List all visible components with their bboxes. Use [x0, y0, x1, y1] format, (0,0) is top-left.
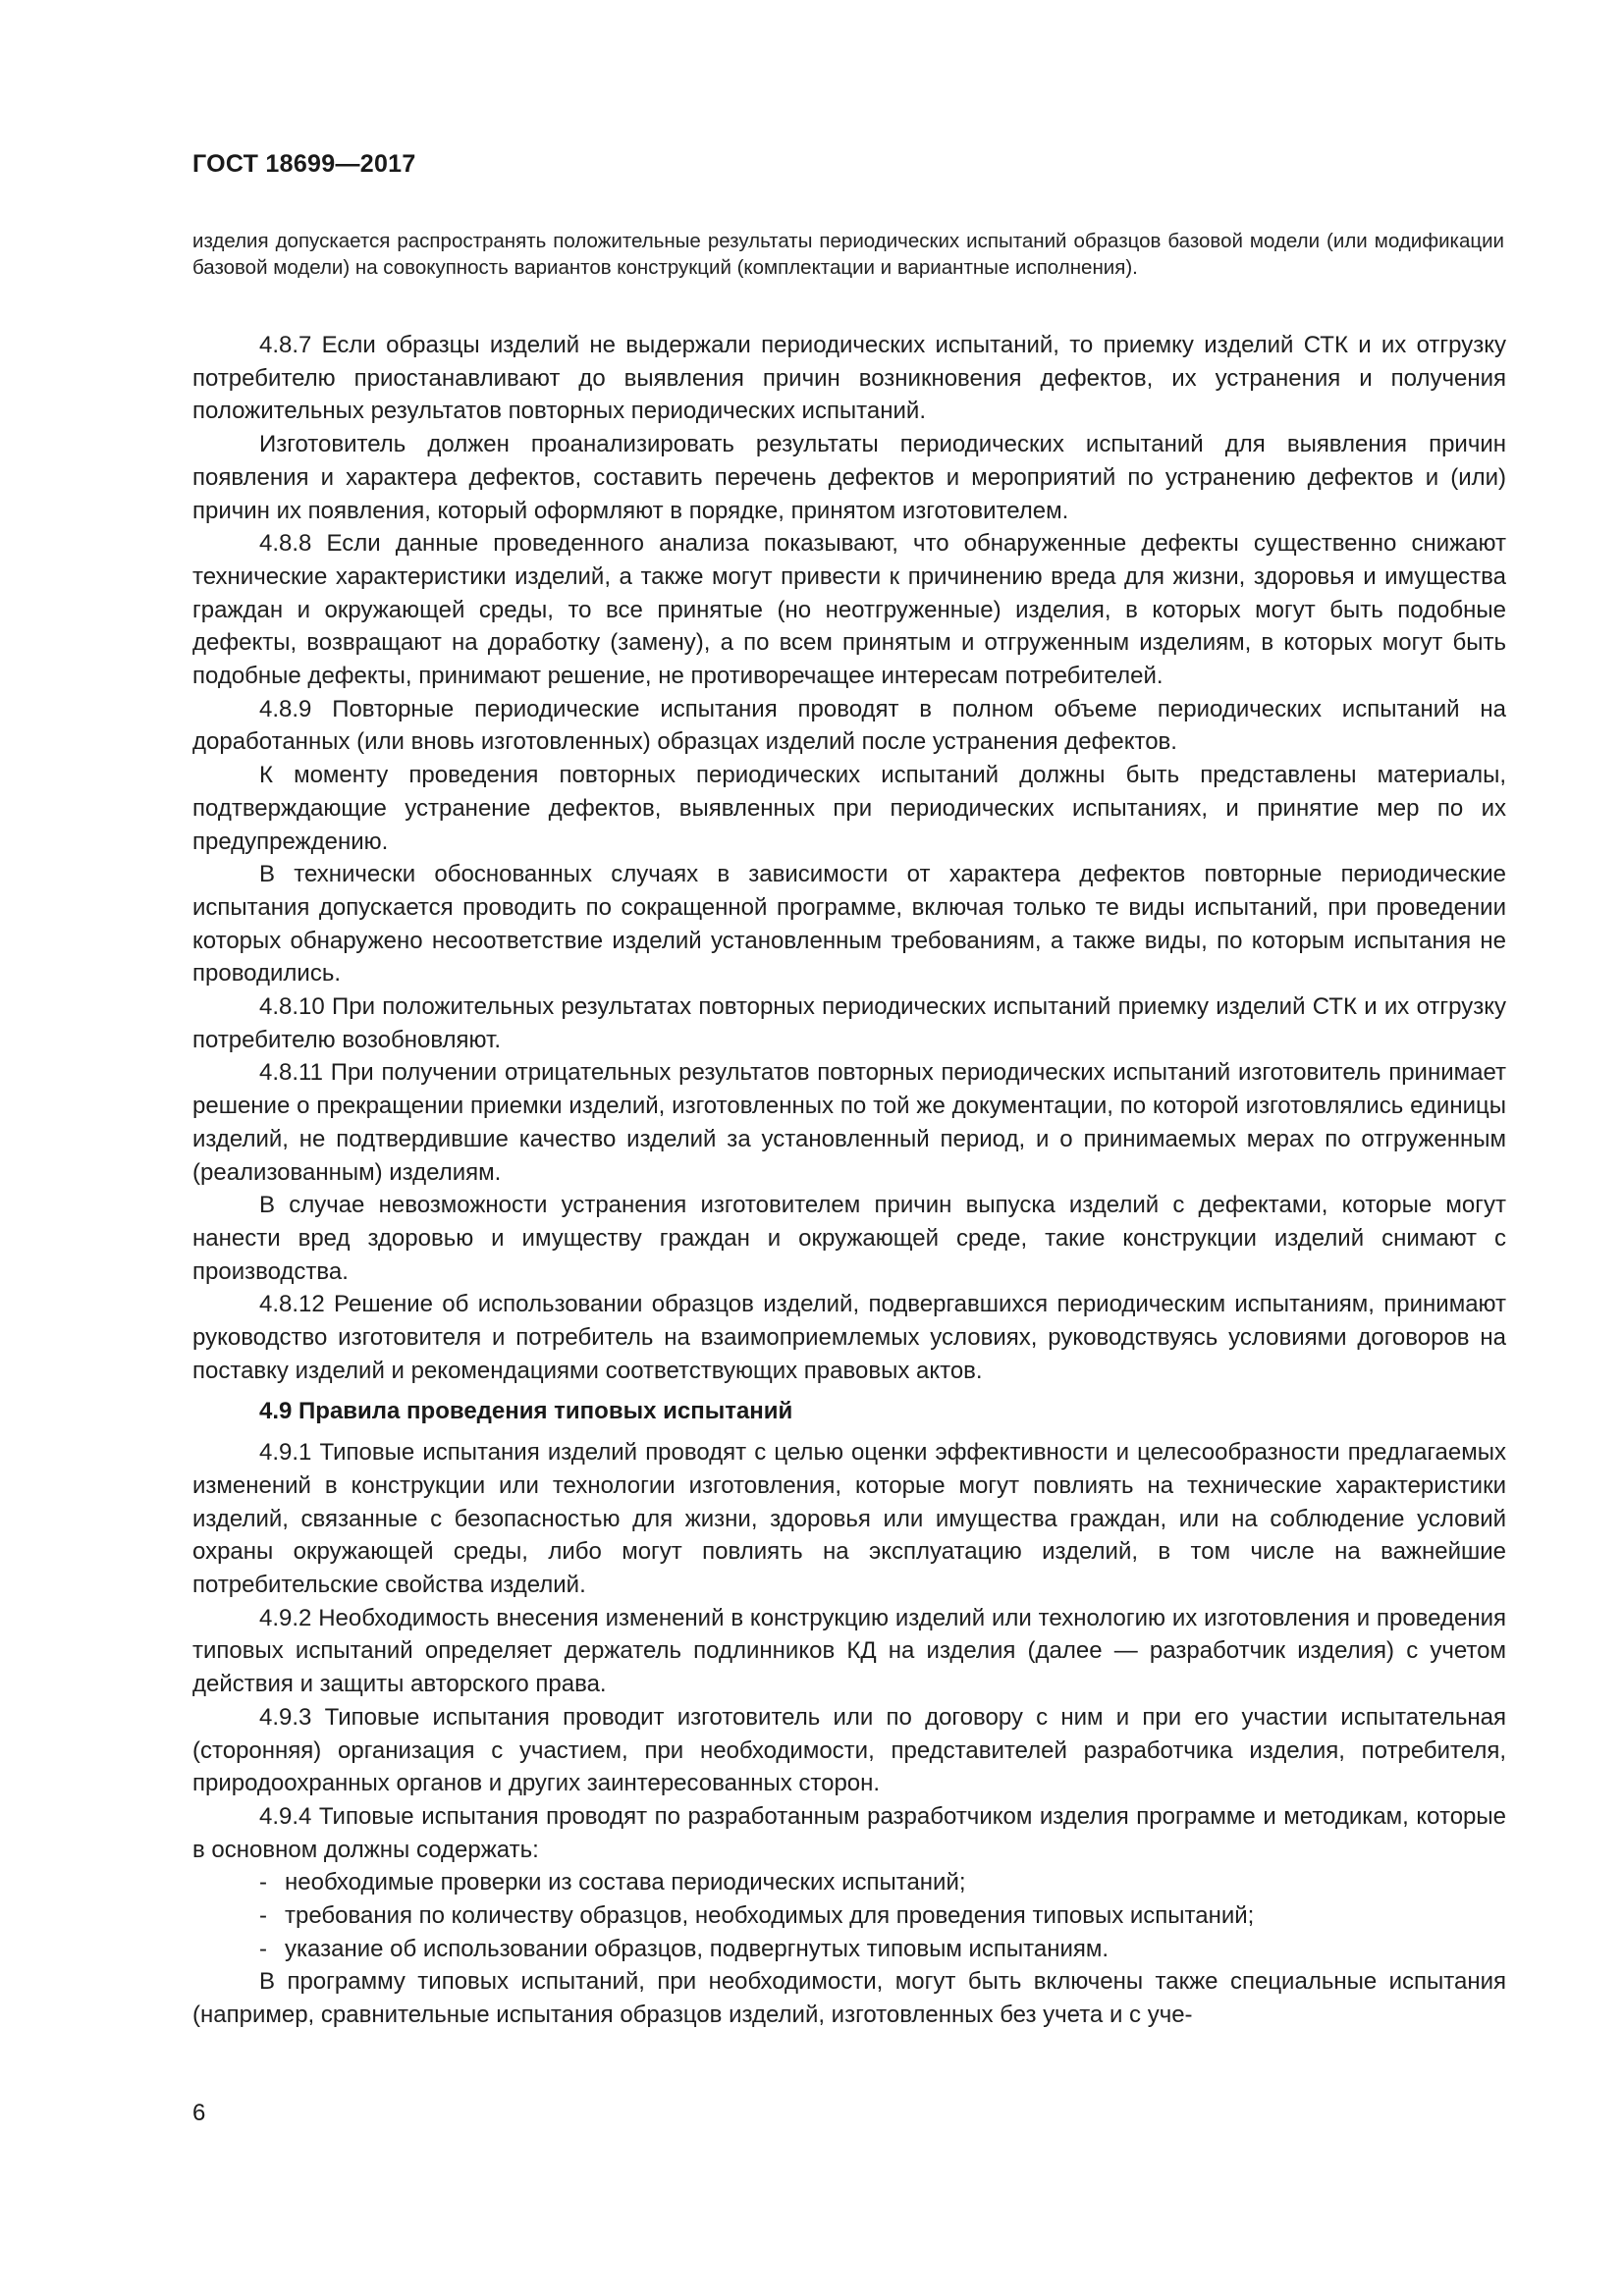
requirements-list	[192, 1866, 1506, 1965]
page-number: 6	[192, 2100, 206, 2126]
paragraph-4-9-1: 4.9.1 Типовые испытания изделий проводят с целью оценки эффективности и целесообразности предлагаемых изменений в конструкции или технологии изготовления, которые могут повлиять на технические характеристики изделий, связанные с безопасностью для жизни, здоровья или имущества граждан, или на соблюдение условий охраны окружающей среды, либо могут повлиять на эксплуатацию изделий, в том числе на важнейшие потребительские свойства изделий.	[192, 1439, 1506, 1599]
paragraph-4-9-2: 4.9.2 Необходимость внесения изменений в конструкцию изделий или технологию их изготовления и проведения типовых испытаний определяет держатель подлинников КД на изделия (далее — разработчик изделия) с учетом действия и защиты авторского права.	[192, 1604, 1506, 1698]
list-dash: -	[259, 1902, 267, 1930]
continuation-paragraph: изделия допускается распространять положительные результаты периодических испытаний образцов базовой модели (или модификации базовой модели) на совокупность вариантов конструкций (комплектации и вариантные исполнения).	[192, 230, 1504, 279]
paragraph-4-8-7: 4.8.7 Если образцы изделий не выдержали периодических испытаний, то приемку изделий СТК и их отгрузку потребителю приостанавливают до выявления причин возникновения дефектов, их устранения и получения положительных результатов повторных периодических испытаний.	[192, 332, 1506, 425]
section-heading-4-9: 4.9 Правила проведения типовых испытаний	[259, 1397, 793, 1424]
paragraph-removal-from-production: В случае невозможности устранения изготовителем причин выпуска изделий с дефектами, которые могут нанести вред здоровью и имуществу граждан и окружающей среде, такие конструкции изделий снимают с производства.	[192, 1192, 1506, 1285]
list-item-text: необходимые проверки из состава периодических испытаний;	[285, 1869, 966, 1896]
list-item-text: указание об использовании образцов, подвергнутых типовым испытаниям.	[285, 1935, 1110, 1962]
paragraph-reduced-program: В технически обоснованных случаях в зависимости от характера дефектов повторные периодические испытания допускается проводить по сокращенной программе, включая только те виды испытаний, при проведении которых обнаружено несоответствие изделий установленным требованиям, а также виды, по которым испытания не проводились.	[192, 861, 1506, 988]
list-item	[259, 1933, 1506, 1966]
paragraph-materials: К моменту проведения повторных периодических испытаний должны быть представлены материалы, подтверждающие устранение дефектов, выявленных при периодических испытаниях, и принятие мер по их предупреждению.	[192, 762, 1506, 855]
document-body	[192, 329, 1506, 2032]
paragraph-4-9-4: 4.9.4 Типовые испытания проводят по разработанным разработчиком изделия программе и методикам, которые в основном должны содержать:	[192, 1802, 1506, 1863]
paragraph-4-9-3: 4.9.3 Типовые испытания проводит изготовитель или по договору с ним и при его участии испытательная (сторонняя) организация с участием, при необходимости, представителей разработчика изделия, потребителя, природоохранных органов и других заинтересованных сторон.	[192, 1703, 1506, 1797]
paragraph-4-8-12: 4.8.12 Решение об использовании образцов изделий, подвергавшихся периодическим испытаниям, принимают руководство изготовителя и потребитель на взаимоприемлемых условиях, руководствуясь условиями договоров на поставку изделий и рекомендациями соответствующих правовых актов.	[192, 1291, 1506, 1384]
paragraph-4-8-8: 4.8.8 Если данные проведенного анализа показывают, что обнаруженные дефекты существенно снижают технические характеристики изделий, а также могут привести к причинению вреда для жизни, здоровья и имущества граждан и окружающей среды, то все принятые (но неотгруженные) изделия, в которых могут быть подобные дефекты, возвращают на доработку (замену), а по всем принятым и отгруженным изделиям, в которых могут быть подобные дефекты, принимают решение, не противоречащее интересам потребителей.	[192, 530, 1506, 690]
list-item-text: требования по количеству образцов, необходимых для проведения типовых испытаний;	[285, 1902, 1255, 1930]
list-item	[259, 1866, 1506, 1899]
document-code-header: ГОСТ 18699—2017	[192, 150, 416, 178]
paragraph-4-8-9: 4.8.9 Повторные периодические испытания проводят в полном объеме периодических испытаний на доработанных (или вновь изготовленных) образцах изделий после устранения дефектов.	[192, 695, 1506, 756]
paragraph-manufacturer-analysis: Изготовитель должен проанализировать результаты периодических испытаний для выявления причин появления и характера дефектов, составить перечень дефектов и мероприятий по устранению дефектов и (или) причин их появления, который оформляют в порядке, принятом изготовителем.	[192, 431, 1506, 524]
list-dash: -	[259, 1869, 267, 1896]
list-dash: -	[259, 1935, 267, 1962]
paragraph-4-8-10: 4.8.10 При положительных результатах повторных периодических испытаний приемку изделий СТК и их отгрузку потребителю возобновляют.	[192, 993, 1506, 1053]
paragraph-special-tests: В программу типовых испытаний, при необходимости, могут быть включены также специальные испытания (например, сравнительные испытания образцов изделий, изготовленных без учета и с уче-	[192, 1968, 1506, 2029]
list-item	[259, 1899, 1506, 1933]
paragraph-4-8-11: 4.8.11 При получении отрицательных результатов повторных периодических испытаний изготовитель принимает решение о прекращении приемки изделий, изготовленных по той же документации, по которой изготовлялись единицы изделий, не подтвердившие качество изделий за установленный период, и о принимаемых мерах по отгруженным (реализованным) изделиям.	[192, 1059, 1506, 1186]
